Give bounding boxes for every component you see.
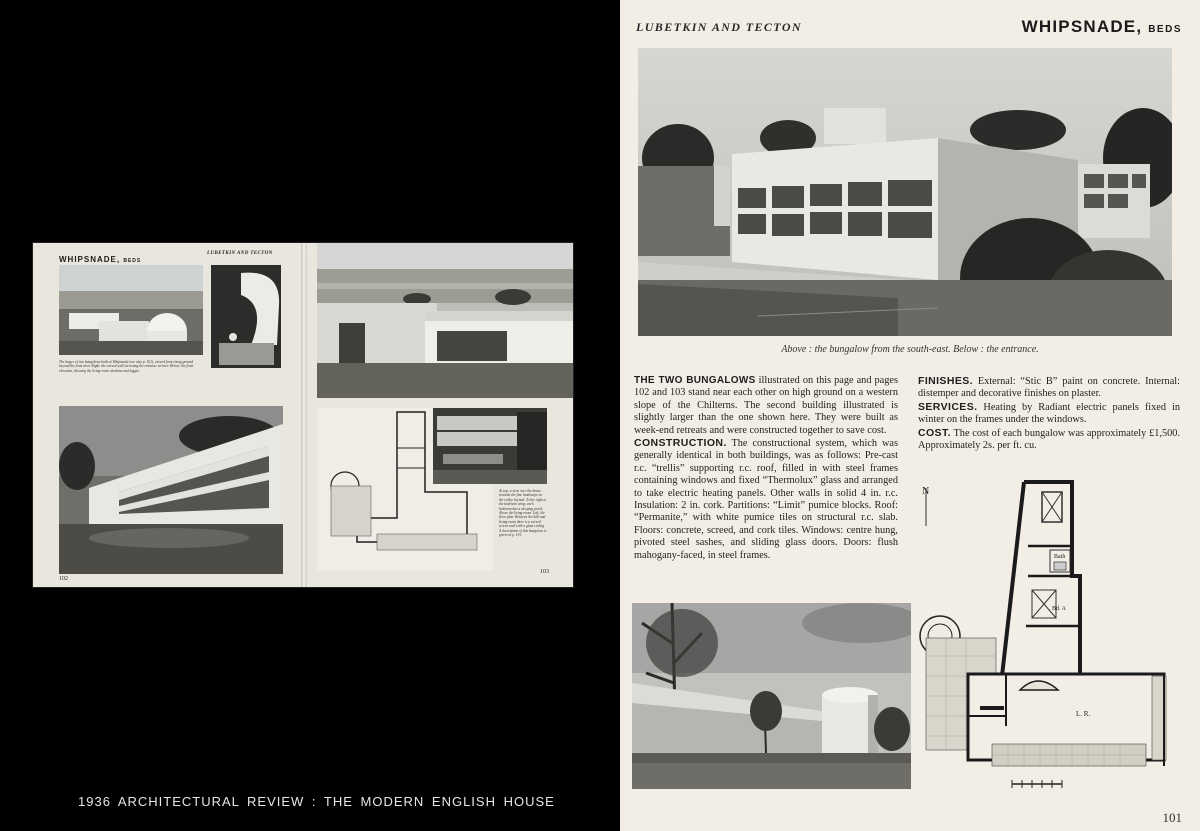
services-text: Heating by Radiant electric panels fixed in winter on the frames under the windows. [918,401,1180,426]
magazine-page [620,0,1200,831]
spread-photo-aerial [317,243,573,398]
intro-lead: THE TWO BUNGALOWS [634,375,756,386]
page-header-right [1022,17,1182,37]
construction-paragraph [634,437,898,562]
services-paragraph [918,401,1180,427]
photo-bungalow-south-east [638,48,1172,336]
plan-north-label: N [922,486,930,497]
finishes-paragraph [918,375,1180,401]
page-header-right-main: WHIPSNADE, [1021,17,1143,36]
spread-page-left: 102 [59,576,68,582]
construction-heading: CONSTRUCTION. [634,437,727,450]
spread-page-right: 103 [540,569,549,575]
construction-text: The constructional system, which was generally identical in both buildings, was as follows: Pre-cast r.c. “trellis” supporting r.c. roof, filled in with steel frames containing windows and fixed “Thermolux” glass and arranged to take electric heating panels. Other walls in solid 4 in. r.c. Insulation: 2 in. cork. Partitions: “Limit” pumice blocks. Roof: “Permanite,” with white pumice tiles on structural r.c. slab. Floors: concrete, screed, and cork tiles. Windows: centre hung, pivoted steel sashes, and sliding glass doors. Doors: flush mahogany-faced, in steel frames. [634,438,899,561]
services-heading: SERVICES. [918,400,978,413]
spread-photo-curved-wall [211,265,281,368]
spread-caption-right: At top: a view over the house towards the fine landscape on the valley beyond. To the right is the bedroom wing; each bedroom has a sleeping porch. Above the living-room. Left: the floor plan. Between the hall and living-room there is a curved screen wall with a glass ceiling. A description of this bungalow is given on p. 101. [499,489,547,538]
image-caption: 1936 ARCHITECTURAL REVIEW : THE MODERN ENGLISH HOUSE [78,794,555,809]
photo-entrance [632,603,911,789]
plan-living-label: L. R. [1076,710,1091,718]
cost-heading: COST. [918,426,951,439]
page-number: 101 [1162,810,1182,825]
spread-caption-left: The larger of two bungalows built at Whipsnade (see also p. 101), viewed from rising ground beyond the front door. Right: the curved wall screening the entrance terrace. Below: the front elevation, showing the living-room windows and loggia. [59,360,194,373]
spread-header-left-small: BEDS [123,258,142,264]
plan-bedroom-label: Bd. A [1052,606,1067,612]
page-header-right-small: BEDS [1148,24,1182,35]
cost-paragraph [918,427,1180,453]
photo-caption: Above : the bungalow from the south-east. Below : the entrance. [781,344,1039,355]
intro-column [634,375,898,562]
spread-gutter [301,243,307,587]
intro-paragraph [634,375,898,437]
magazine-spread [33,243,573,587]
finishes-text: External: “Stic B” paint on concrete. Internal: distemper and decorative finishes on plaster. [918,376,1180,400]
cost-text: The cost of each bungalow was approximately £1,500. Approximately 2s. per ft. cu. [918,427,1180,452]
specs-column [918,375,1180,452]
spread-photo-elevation [59,406,283,574]
plan-bath-label: Bath [1054,554,1066,560]
spread-header-left-main: WHIPSNADE, [59,255,121,264]
spread-photo-house-landscape [59,265,203,355]
floor-plan [916,476,1178,796]
finishes-heading: FINISHES. [918,375,973,387]
spread-header-left [59,255,141,264]
intro-text: illustrated on this page and pages 102 and 103 stand near each other on high ground on a western slope of the Chilterns. The second building illustrated is slightly larger than the one shown here. They were built as week-end retreats and were constructed together to save cost. [634,375,898,436]
spread-photo-interior [433,408,547,484]
spread-header-right: LUBETKIN AND TECTON [207,251,273,256]
page-header-left: LUBETKIN AND TECTON [636,20,802,34]
